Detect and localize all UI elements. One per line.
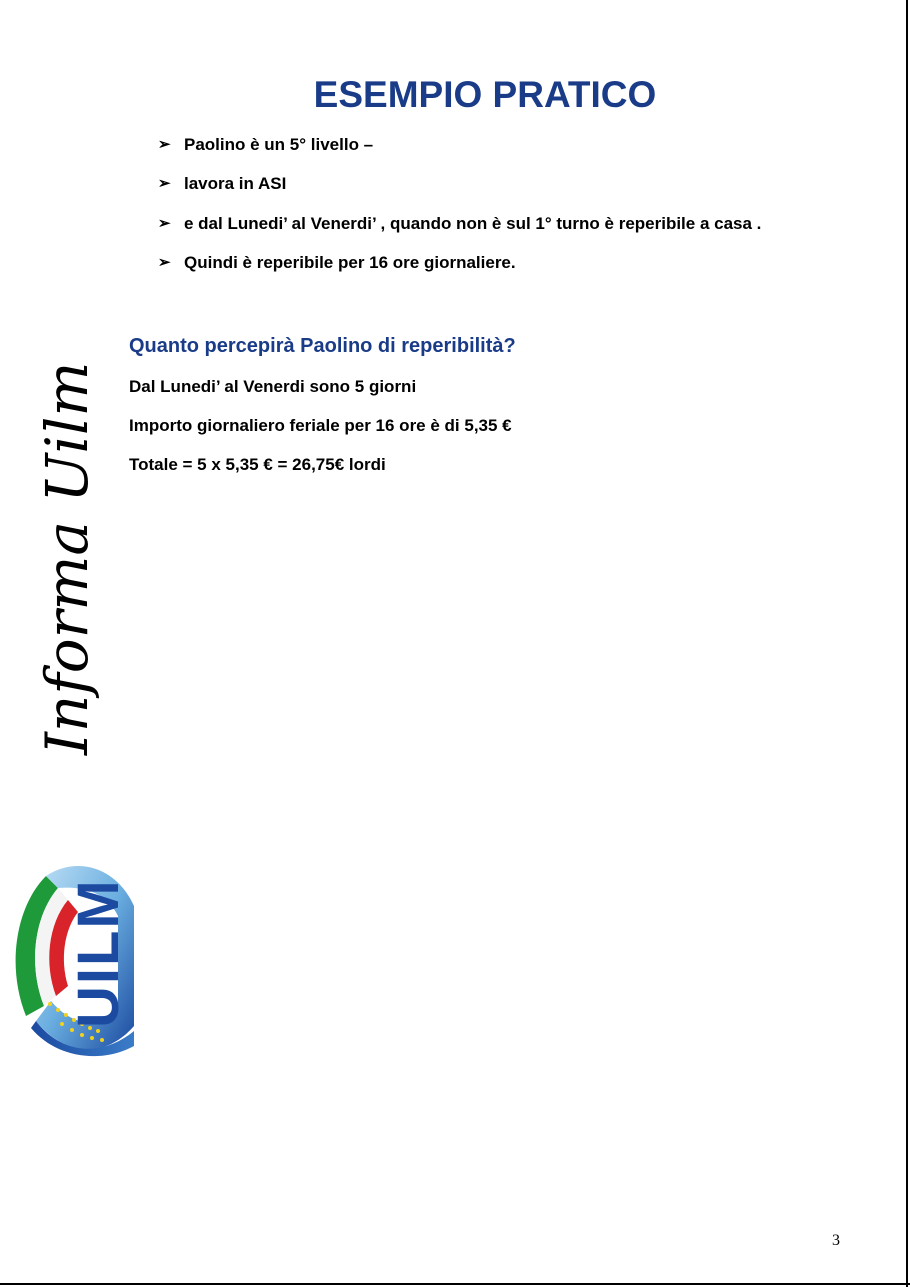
bullet-list: [158, 134, 761, 291]
page-number: 3: [832, 1232, 840, 1249]
question-heading: Quanto percepirà Paolino di reperibilità?: [129, 335, 516, 357]
bullet-text: e dal Lunedi’ al Venerdi’ , quando non è sul 1° turno è reperibile a casa .: [184, 213, 762, 233]
list-item: [158, 213, 761, 252]
arrow-bullet-icon: ➢: [158, 214, 171, 232]
list-item: [158, 173, 761, 212]
list-item: [158, 252, 761, 291]
page-border-bottom: [0, 1283, 910, 1285]
bullet-text: Quindi è reperibile per 16 ore giornaliere.: [184, 252, 516, 272]
uilm-logo-text: UILM: [66, 878, 131, 1028]
uilm-logo: [6, 796, 136, 1058]
arrow-bullet-icon: ➢: [158, 253, 171, 271]
arrow-bullet-icon: ➢: [158, 175, 171, 193]
side-brand-text: Informa Uilm: [33, 361, 101, 755]
bullet-text: lavora in ASI: [184, 174, 287, 194]
page-border-right: [906, 0, 908, 1287]
calc-line-daily-amount: Importo giornaliero feriale per 16 ore è di 5,35 €: [129, 416, 512, 435]
list-item: [158, 134, 761, 173]
calc-line-total: Totale = 5 x 5,35 € = 26,75€ lordi: [129, 455, 386, 474]
calc-line-days: Dal Lunedi’ al Venerdi sono 5 giorni: [129, 377, 417, 396]
bullet-text: Paolino è un 5° livello –: [184, 135, 374, 154]
arrow-bullet-icon: ➢: [158, 136, 171, 153]
page-title: ESEMPIO PRATICO: [313, 74, 657, 115]
